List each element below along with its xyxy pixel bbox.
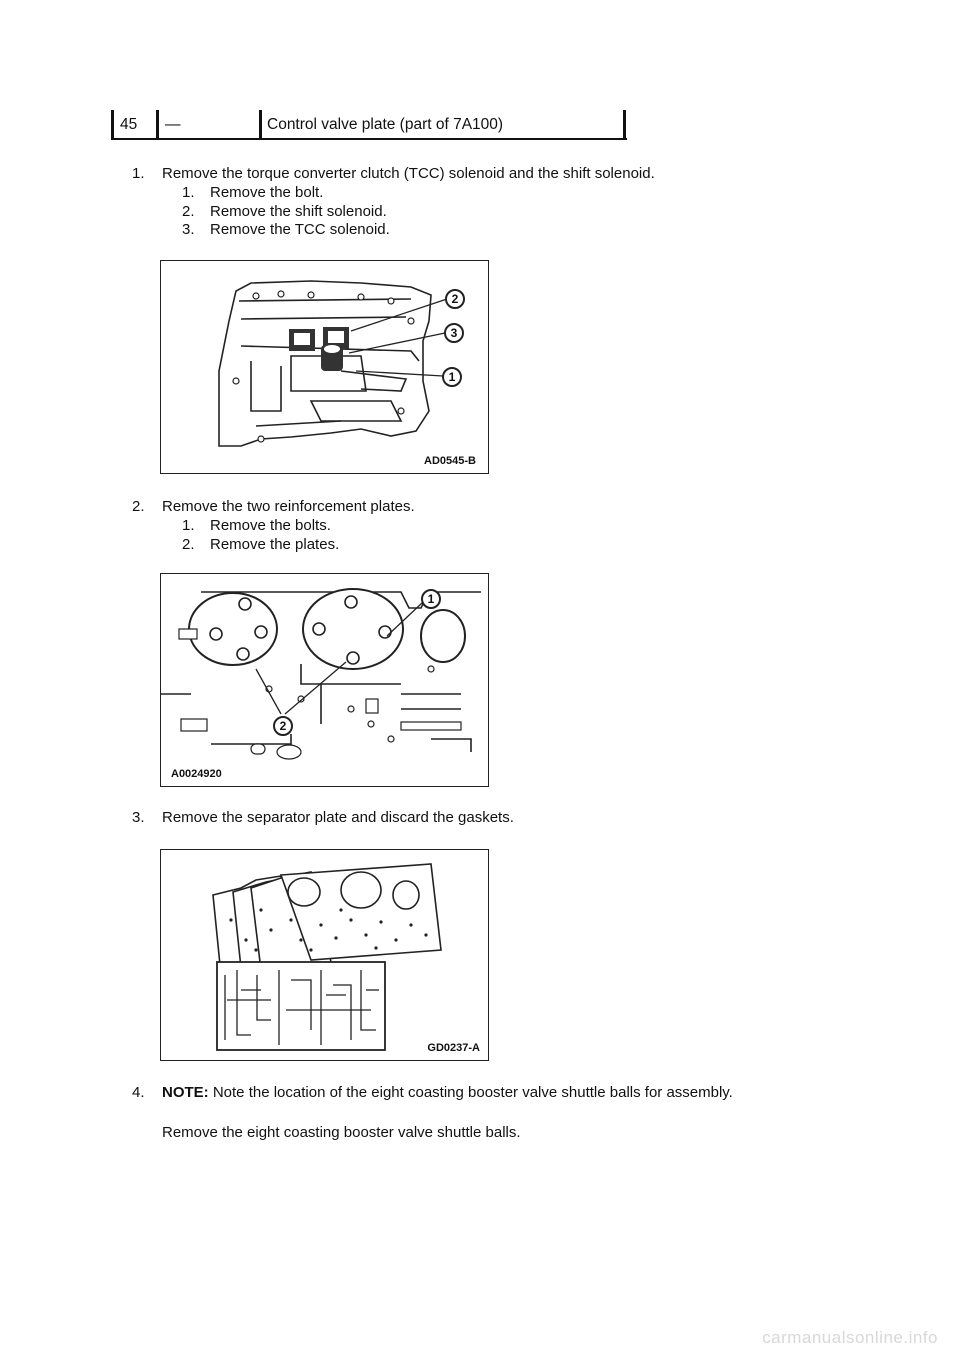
substep-text: Remove the bolts. — [210, 517, 331, 534]
step-note — [162, 1084, 733, 1102]
table-bottom-line — [111, 138, 627, 140]
substep-text: Remove the bolt. — [210, 184, 324, 201]
substep-text: Remove the TCC solenoid. — [210, 221, 390, 238]
note-label: NOTE: — [162, 1084, 209, 1101]
figure-reinforcement-plates — [160, 573, 489, 787]
watermark: carmanualsonline.info — [762, 1328, 938, 1347]
table-rule — [623, 110, 626, 140]
table-rule — [156, 110, 159, 140]
table-rule — [259, 110, 262, 140]
substep-text: Remove the shift solenoid. — [210, 203, 387, 220]
separator-plate-illustration — [161, 850, 488, 1060]
figure-id: GD0237-A — [427, 1042, 480, 1054]
note-text: Note the location of the eight coasting booster valve shuttle balls for assembly. — [208, 1084, 733, 1101]
figure-separator-plate — [160, 849, 489, 1061]
parts-table-row — [111, 110, 627, 140]
substep-number: 1. — [182, 184, 195, 201]
table-rule — [111, 110, 114, 140]
callout-label: 3 — [450, 326, 458, 340]
substep-text: Remove the plates. — [210, 536, 340, 553]
callout-label: 1 — [448, 370, 456, 384]
callout-label: 1 — [427, 592, 435, 606]
callout-label: 2 — [451, 292, 459, 306]
step-number: 1. — [132, 165, 145, 182]
reinforcement-plate-illustration — [161, 574, 488, 786]
callout-label: 2 — [279, 719, 287, 733]
item-number: 45 — [120, 116, 138, 133]
substep-number: 1. — [182, 517, 195, 534]
substep-number: 2. — [182, 203, 195, 220]
step-number: 3. — [132, 809, 145, 826]
substep-number: 3. — [182, 221, 195, 238]
solenoid-illustration — [161, 261, 488, 473]
step-text: Remove the separator plate and discard the gaskets. — [162, 809, 514, 826]
step-text: Remove the two reinforcement plates. — [162, 498, 415, 515]
step-text: Remove the torque converter clutch (TCC) solenoid and the shift solenoid. — [162, 165, 655, 182]
figure-solenoids — [160, 260, 489, 474]
figure-id: AD0545-B — [424, 455, 476, 467]
step-number: 4. — [132, 1084, 145, 1101]
part-number: — — [165, 116, 181, 133]
figure-id: A0024920 — [171, 768, 222, 780]
substep-number: 2. — [182, 536, 195, 553]
step-text: Remove the eight coasting booster valve shuttle balls. — [162, 1124, 521, 1141]
step-number: 2. — [132, 498, 145, 515]
part-description: Control valve plate (part of 7A100) — [267, 116, 504, 133]
